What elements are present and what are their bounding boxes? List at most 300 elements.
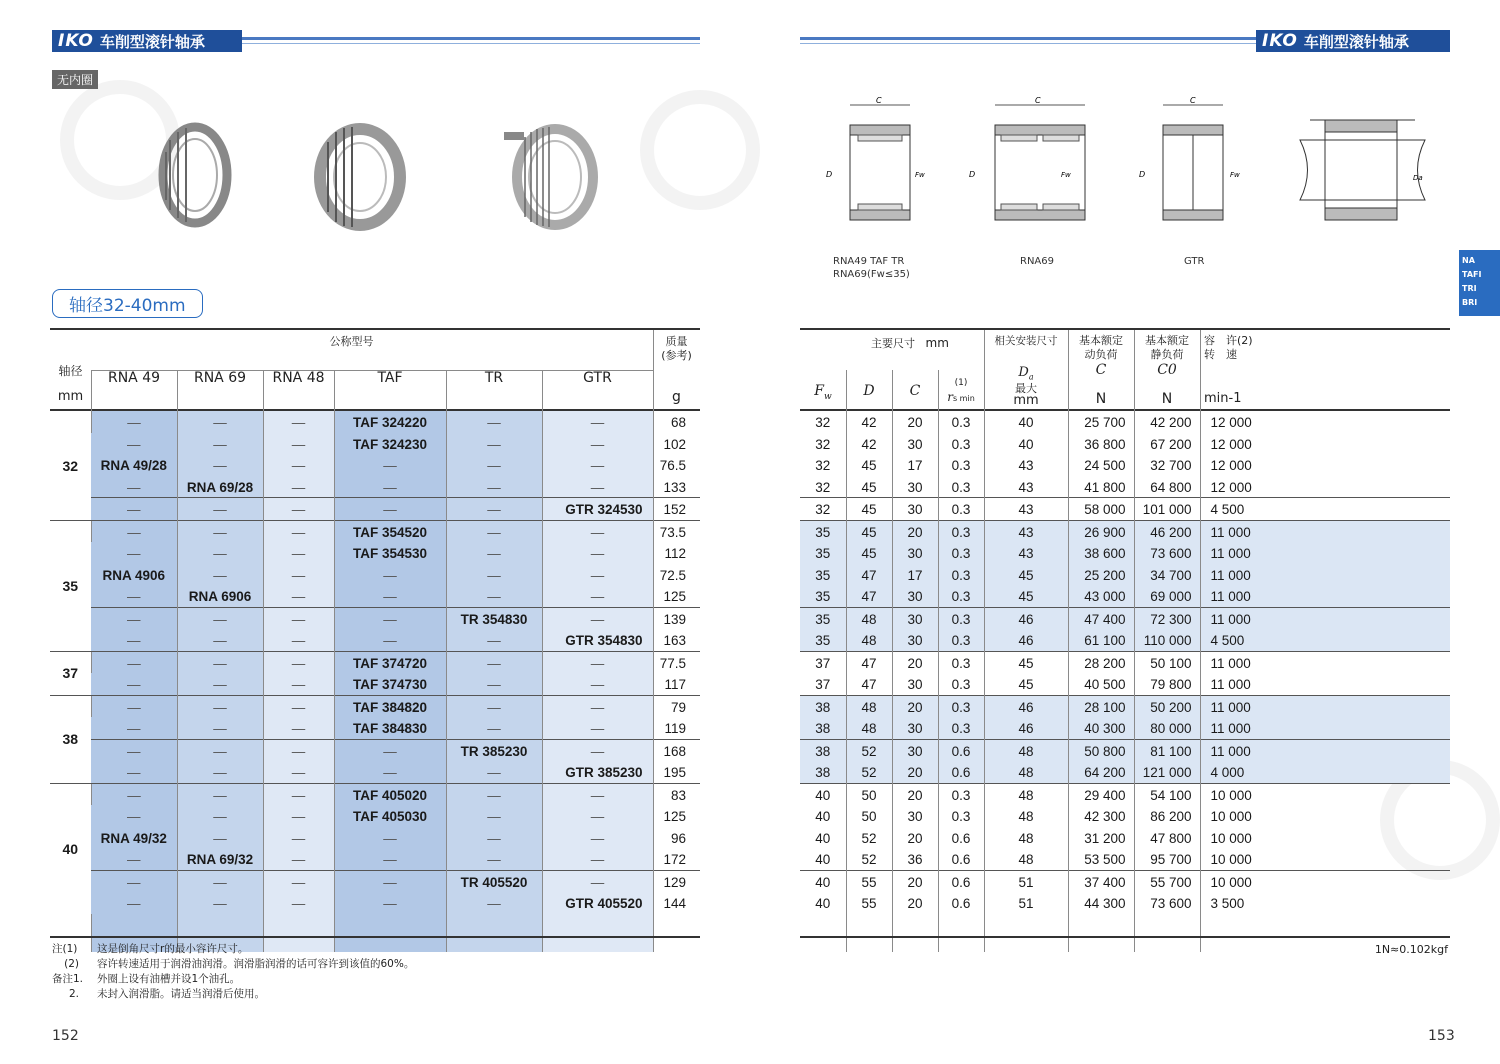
rs-cell: 0.3 — [938, 454, 984, 476]
section-side-tab[interactable] — [1459, 250, 1500, 316]
dash-cell: — — [263, 848, 334, 870]
dyn-load-cell: 28 200 — [1068, 651, 1134, 673]
speed-cell: 11 000 — [1200, 651, 1450, 673]
static-load-cell: 54 100 — [1134, 783, 1200, 805]
mass-cell: 73.5 — [653, 520, 700, 542]
dash-cell: — — [263, 717, 334, 739]
da-cell: 46 — [984, 607, 1068, 629]
mass-cell: 125 — [653, 805, 700, 827]
da-cell: 46 — [984, 629, 1068, 651]
dash-cell: — — [263, 783, 334, 805]
dyn-load-cell: 36 800 — [1068, 433, 1134, 455]
static-load-cell: 80 000 — [1134, 717, 1200, 739]
model-cell: RNA 4906 — [91, 564, 177, 586]
d-cell: 42 — [846, 433, 892, 455]
col-header-taf: TAF — [377, 370, 403, 386]
dash-cell: — — [91, 520, 177, 542]
dash-cell: — — [91, 542, 177, 564]
dash-cell: — — [91, 607, 177, 629]
caption-rna49: RNA49 TAF TR — [833, 256, 905, 267]
dash-cell: — — [177, 673, 263, 695]
d-cell: 52 — [846, 739, 892, 761]
da-cell: 43 — [984, 520, 1068, 542]
c-cell: 20 — [892, 761, 938, 783]
model-cell: TR 354830 — [446, 607, 542, 629]
dash-cell: — — [446, 717, 542, 739]
dash-cell: — — [446, 542, 542, 564]
table-row — [50, 673, 700, 695]
mass-cell: 144 — [653, 892, 700, 914]
drawing-rna69 — [965, 95, 1095, 235]
header-title: 车削型滚针轴承 — [1303, 32, 1409, 51]
c-cell: 30 — [892, 585, 938, 607]
table-row — [800, 498, 1450, 521]
header-rule — [242, 37, 700, 40]
c-col: C — [909, 383, 921, 399]
dash-cell: — — [177, 607, 263, 629]
dash-cell: — — [263, 411, 334, 433]
dash-cell: — — [177, 717, 263, 739]
static-load-cell: 32 700 — [1134, 454, 1200, 476]
install-label: 相关安装尺寸 — [994, 335, 1058, 347]
fw-cell: 40 — [815, 809, 831, 824]
c-cell: 20 — [892, 783, 938, 805]
dyn-unit: N — [1095, 391, 1107, 407]
model-cell: TAF 405020 — [334, 783, 446, 805]
dash-cell: — — [542, 717, 653, 739]
page-number-left: 152 — [52, 1028, 79, 1044]
table-row — [800, 542, 1450, 564]
dash-cell: — — [91, 673, 177, 695]
dash-cell: — — [263, 585, 334, 607]
d-cell: 52 — [846, 761, 892, 783]
bore-cell: 32 — [50, 411, 91, 520]
mass-cell: 117 — [653, 673, 700, 695]
rs-cell: 0.6 — [938, 892, 984, 914]
rs-cell: 0.3 — [938, 629, 984, 651]
dash-cell: — — [177, 651, 263, 673]
model-cell: TAF 405030 — [334, 805, 446, 827]
caption-rna69-note: RNA69(Fw≤35) — [833, 269, 910, 280]
mass-cell: 152 — [653, 498, 700, 521]
dash-cell: — — [91, 585, 177, 607]
fw-cell: 40 — [815, 830, 831, 846]
table-row — [50, 411, 700, 433]
dyn-label2: 动负荷 — [1084, 348, 1118, 361]
rs-cell: 0.3 — [938, 520, 984, 542]
c-cell: 30 — [892, 629, 938, 651]
d-cell: 45 — [846, 542, 892, 564]
rs-cell: 0.3 — [938, 717, 984, 739]
table-row — [800, 870, 1450, 892]
dash-cell: — — [91, 761, 177, 783]
dash-cell: — — [91, 695, 177, 717]
left-table-header — [50, 328, 700, 411]
rs-cell: 0.3 — [938, 651, 984, 673]
dash-cell: — — [542, 564, 653, 586]
static-load-cell: 42 200 — [1134, 411, 1200, 433]
dyn-load-cell: 37 400 — [1068, 870, 1134, 892]
model-cell: TAF 374720 — [334, 651, 446, 673]
d-cell: 48 — [846, 695, 892, 717]
dash-cell: — — [263, 827, 334, 849]
table-row — [50, 607, 700, 629]
bore-cell: 37 — [50, 651, 91, 695]
dash-cell: — — [334, 476, 446, 498]
dash-cell: — — [91, 805, 177, 827]
caption-gtr: GTR — [1184, 256, 1205, 267]
speed-cell: 3 500 — [1200, 892, 1450, 914]
dash-cell: — — [334, 870, 446, 892]
svg-text:D: D — [969, 170, 976, 179]
speed-cell: 12 000 — [1200, 454, 1450, 476]
rs-cell: 0.3 — [938, 498, 984, 521]
dash-cell: — — [91, 433, 177, 455]
dyn-load-cell: 58 000 — [1068, 498, 1134, 521]
static-load-cell: 101 000 — [1134, 498, 1200, 521]
table-row — [800, 673, 1450, 695]
model-cell: TAF 384820 — [334, 695, 446, 717]
fw-cell: 35 — [800, 520, 846, 542]
speed-cell: 4 500 — [1200, 629, 1450, 651]
speed-label2: 转 速 — [1204, 348, 1237, 361]
mass-cell: 79 — [653, 695, 700, 717]
da-cell: 43 — [984, 476, 1068, 498]
dash-cell: — — [177, 433, 263, 455]
dyn-load-cell: 41 800 — [1068, 476, 1134, 498]
dash-cell: — — [446, 476, 542, 498]
svg-text:Fw: Fw — [915, 171, 925, 179]
static-load-cell: 110 000 — [1134, 629, 1200, 651]
footnote: 备注1. 外圈上设有油槽并设1个油孔。 — [52, 973, 241, 985]
speed-cell: 10 000 — [1200, 827, 1450, 849]
dash-cell: — — [542, 585, 653, 607]
table-row — [800, 476, 1450, 498]
c-cell: 30 — [892, 542, 938, 564]
model-cell: TR 385230 — [446, 739, 542, 761]
dash-cell: — — [334, 607, 446, 629]
fw-cell: 35 — [800, 607, 846, 629]
rs-cell: 0.3 — [938, 783, 984, 805]
mass-cell: 76.5 — [653, 454, 700, 476]
da-cell: 48 — [984, 805, 1068, 827]
fw-cell: 38 — [800, 717, 846, 739]
c-cell: 30 — [892, 805, 938, 827]
bearing-image-2 — [310, 122, 410, 232]
d-cell: 47 — [846, 651, 892, 673]
d-cell: 47 — [846, 564, 892, 586]
col-header-gtr: GTR — [583, 370, 612, 386]
d-cell: 48 — [846, 717, 892, 739]
static-load-cell: 34 700 — [1134, 564, 1200, 586]
fw-cell: 35 — [800, 629, 846, 651]
fw-cell: 32 — [815, 458, 831, 473]
dash-cell: — — [334, 585, 446, 607]
dash-cell: — — [91, 783, 177, 805]
dyn-load-cell: 50 800 — [1068, 739, 1134, 761]
model-cell: RNA 49/32 — [91, 827, 177, 849]
dash-cell: — — [542, 673, 653, 695]
table-row — [800, 717, 1450, 739]
dyn-load-cell: 29 400 — [1068, 783, 1134, 805]
dyn-load-cell: 61 100 — [1068, 629, 1134, 651]
speed-cell: 11 000 — [1200, 564, 1450, 586]
col-header-rna69: RNA 69 — [193, 370, 247, 386]
mass-cell: 102 — [653, 433, 700, 455]
static-load-cell: 81 100 — [1134, 739, 1200, 761]
bearing-image-1 — [150, 120, 240, 230]
da-cell: 45 — [984, 673, 1068, 695]
table-row — [50, 848, 700, 870]
side-tab-tri: TRI — [1462, 284, 1477, 293]
speed-cell: 11 000 — [1200, 520, 1450, 542]
d-cell: 52 — [846, 848, 892, 870]
table-row — [50, 892, 700, 914]
dyn-load-cell: 44 300 — [1068, 892, 1134, 914]
svg-text:C: C — [1190, 96, 1196, 105]
model-cell: TAF 374730 — [334, 673, 446, 695]
svg-text:Fw: Fw — [1230, 171, 1240, 179]
c-cell: 20 — [892, 651, 938, 673]
table-row — [800, 629, 1450, 651]
mass-cell: 119 — [653, 717, 700, 739]
fw-cell: 40 — [800, 870, 846, 892]
dash-cell: — — [542, 827, 653, 849]
speed-unit: min-1 — [1204, 391, 1242, 406]
fw-cell: 32 — [800, 498, 846, 521]
rs-cell: 0.6 — [938, 848, 984, 870]
rs-cell: 0.6 — [938, 870, 984, 892]
dash-cell: — — [542, 433, 653, 455]
da-cell: 45 — [984, 564, 1068, 586]
dash-cell: — — [542, 695, 653, 717]
table-row — [800, 739, 1450, 761]
dash-cell: — — [446, 695, 542, 717]
header-rule-thin — [242, 43, 700, 44]
c-cell: 20 — [892, 870, 938, 892]
footnote: (2) 容许转速适用于润滑油润滑。润滑脂润滑的话可容许到该值的60%。 — [64, 958, 415, 970]
page-header — [52, 30, 242, 52]
dyn-load-cell: 25 200 — [1068, 564, 1134, 586]
static-load-cell: 73 600 — [1134, 892, 1200, 914]
table-row — [50, 717, 700, 739]
d-cell: 52 — [846, 827, 892, 849]
d-cell: 50 — [846, 805, 892, 827]
rs-cell: 0.3 — [938, 564, 984, 586]
speed-cell: 4 000 — [1200, 761, 1450, 783]
mass-cell: 133 — [653, 476, 700, 498]
model-cell: TAF 354520 — [334, 520, 446, 542]
c-cell: 20 — [892, 827, 938, 849]
speed-cell: 4 500 — [1200, 498, 1450, 521]
d-cell: 42 — [846, 411, 892, 433]
static-load-cell: 73 600 — [1134, 542, 1200, 564]
dash-cell: — — [177, 411, 263, 433]
fw-cell: 32 — [815, 479, 831, 495]
mass-cell: 129 — [653, 870, 700, 892]
fw-cell: 40 — [800, 783, 846, 805]
dash-cell: — — [446, 411, 542, 433]
dash-cell: — — [446, 783, 542, 805]
stat-sym: C0 — [1157, 362, 1177, 378]
page-header-right — [1256, 30, 1450, 52]
dyn-load-cell: 25 700 — [1068, 411, 1134, 433]
mass-cell: 195 — [653, 761, 700, 783]
model-cell: TAF 324230 — [334, 433, 446, 455]
right-table-header — [800, 328, 1450, 411]
dash-cell: — — [177, 870, 263, 892]
d-cell: 45 — [846, 454, 892, 476]
c-cell: 20 — [892, 695, 938, 717]
speed-cell: 12 000 — [1200, 476, 1450, 498]
dyn-sym: C — [1095, 362, 1107, 378]
page-number-right: 153 — [1428, 1028, 1455, 1044]
watermark-ring — [640, 90, 760, 210]
d-col: D — [863, 383, 875, 399]
fw-cell: 37 — [815, 677, 831, 692]
dash-cell: — — [334, 454, 446, 476]
dash-cell: — — [177, 498, 263, 521]
dash-cell: — — [542, 411, 653, 433]
c-cell: 30 — [892, 607, 938, 629]
dash-cell: — — [263, 454, 334, 476]
dash-cell: — — [446, 805, 542, 827]
table-row — [800, 607, 1450, 629]
table-row — [800, 827, 1450, 849]
table-row — [800, 805, 1450, 827]
speed-cell: 10 000 — [1200, 870, 1450, 892]
iko-logo: IKO — [58, 31, 94, 51]
fw-cell: 35 — [800, 585, 846, 607]
table-row — [50, 433, 700, 455]
drawing-mounting — [1295, 100, 1435, 240]
dyn-load-cell: 40 300 — [1068, 717, 1134, 739]
dash-cell: — — [542, 607, 653, 629]
static-load-cell: 50 100 — [1134, 651, 1200, 673]
static-load-cell: 67 200 — [1134, 433, 1200, 455]
table-row — [800, 411, 1450, 433]
da-cell: 40 — [984, 411, 1068, 433]
right-spec-table — [800, 411, 1450, 952]
dash-cell: — — [177, 564, 263, 586]
mass-label: 质量 — [665, 335, 688, 348]
stat-label: 基本额定 — [1145, 334, 1189, 347]
dash-cell: — — [446, 433, 542, 455]
dash-cell: — — [263, 476, 334, 498]
table-row — [50, 805, 700, 827]
dash-cell: — — [334, 892, 446, 914]
static-load-cell: 95 700 — [1134, 848, 1200, 870]
d-cell: 48 — [846, 607, 892, 629]
header-rule-thin — [800, 43, 1256, 44]
model-cell: GTR 354830 — [542, 629, 653, 651]
rs-cell: 0.3 — [938, 433, 984, 455]
table-row — [50, 761, 700, 783]
speed-cell: 11 000 — [1200, 673, 1450, 695]
svg-text:C: C — [1035, 96, 1041, 105]
fw-cell: 35 — [800, 542, 846, 564]
c-cell: 30 — [892, 498, 938, 521]
dash-cell: — — [91, 411, 177, 433]
dash-cell: — — [91, 892, 177, 914]
c-cell: 30 — [892, 476, 938, 498]
rs-cell: 0.3 — [938, 542, 984, 564]
dash-cell: — — [91, 848, 177, 870]
dash-cell: — — [91, 651, 177, 673]
fw-cell: 40 — [815, 896, 831, 911]
da-cell: 48 — [984, 827, 1068, 849]
dyn-load-cell: 31 200 — [1068, 827, 1134, 849]
footnote: 注(1) 这是倒角尺寸r的最小容许尺寸。 — [52, 943, 249, 955]
table-row — [50, 454, 700, 476]
static-load-cell: 86 200 — [1134, 805, 1200, 827]
table-row — [50, 585, 700, 607]
side-tab-bri: BRI — [1462, 298, 1478, 307]
dyn-load-cell: 28 100 — [1068, 695, 1134, 717]
c-cell: 20 — [892, 411, 938, 433]
fw-col: $F_w$ — [814, 383, 832, 402]
d-cell: 50 — [846, 783, 892, 805]
static-load-cell: 72 300 — [1134, 607, 1200, 629]
dyn-load-cell: 26 900 — [1068, 520, 1134, 542]
bore-cell: 35 — [50, 520, 91, 651]
dash-cell: — — [177, 892, 263, 914]
dash-cell: — — [91, 629, 177, 651]
bearing-image-3 — [500, 122, 600, 232]
dyn-load-cell: 38 600 — [1068, 542, 1134, 564]
speed-cell: 11 000 — [1200, 695, 1450, 717]
dash-cell: — — [446, 651, 542, 673]
table-row — [800, 433, 1450, 455]
dash-cell: — — [446, 520, 542, 542]
speed-cell: 10 000 — [1200, 783, 1450, 805]
dyn-label: 基本额定 — [1079, 334, 1123, 347]
dash-cell: — — [177, 805, 263, 827]
d-cell: 48 — [846, 629, 892, 651]
dash-cell: — — [263, 520, 334, 542]
dash-cell: — — [542, 476, 653, 498]
col-header-tr: TR — [484, 370, 504, 386]
mass-cell: 83 — [653, 783, 700, 805]
da-unit: mm — [1013, 393, 1039, 408]
table-row — [50, 783, 700, 805]
dyn-load-cell: 64 200 — [1068, 761, 1134, 783]
dash-cell: — — [542, 848, 653, 870]
d-cell: 47 — [846, 585, 892, 607]
d-cell: 47 — [846, 673, 892, 695]
dash-cell: — — [91, 870, 177, 892]
fw-cell: 40 — [815, 852, 831, 867]
dash-cell: — — [263, 870, 334, 892]
dash-cell: — — [263, 607, 334, 629]
dash-cell: — — [177, 761, 263, 783]
dash-cell: — — [542, 783, 653, 805]
table-row — [50, 476, 700, 498]
dash-cell: — — [263, 433, 334, 455]
da-cell: 40 — [984, 433, 1068, 455]
da-cell: 48 — [984, 783, 1068, 805]
da-cell: 46 — [984, 695, 1068, 717]
side-tab-na: NA — [1462, 256, 1475, 265]
rs-cell: 0.3 — [938, 805, 984, 827]
model-cell: GTR 385230 — [542, 761, 653, 783]
dyn-load-cell: 53 500 — [1068, 848, 1134, 870]
mass-cell: 163 — [653, 629, 700, 651]
left-table-bottom-rule — [50, 936, 700, 938]
model-cell: RNA 69/28 — [177, 476, 263, 498]
dash-cell: — — [334, 848, 446, 870]
dash-cell: — — [263, 739, 334, 761]
